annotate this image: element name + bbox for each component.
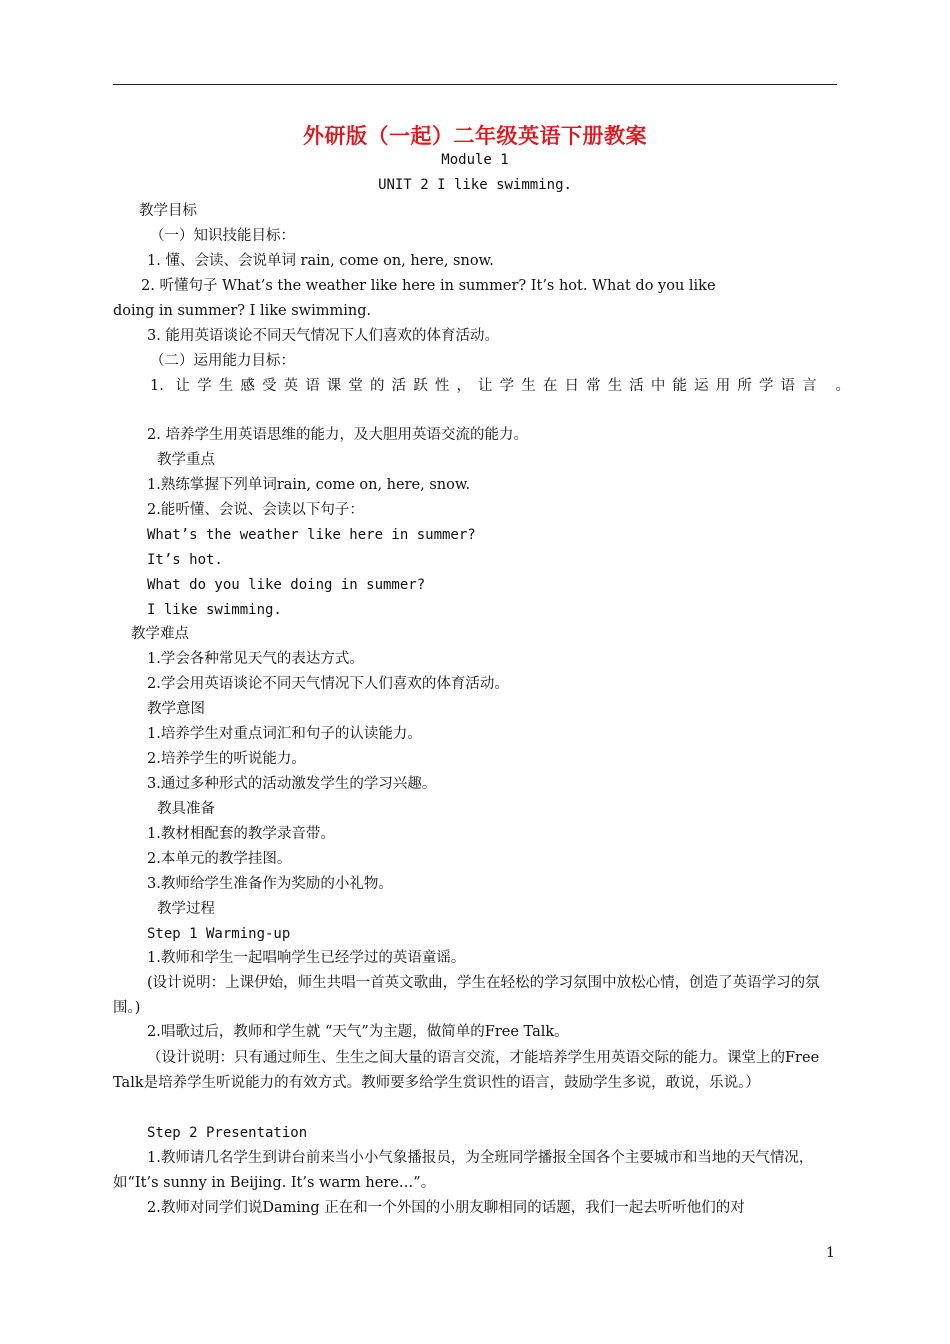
design-note-2: （设计说明：只有通过师生、生生之间大量的语言交流，才能培养学生用英语交际的能力。课堂上的Free Talk是培养学生听说能力的有效方式。教师要多给学生赏识性的语言，鼓励学生多说，敢说，乐说。）: [113, 1050, 820, 1091]
step-1-heading: Step 1 Warming-up: [147, 926, 291, 942]
process-heading: 教学过程: [157, 901, 215, 917]
key-points-heading: 教学重点: [157, 452, 215, 468]
intent-heading: 教学意图: [147, 701, 205, 717]
difficulty-item-1: 1.学会各种常见天气的表达方式。: [147, 651, 364, 667]
ability-heading: （二）运用能力目标：: [150, 353, 295, 369]
knowledge-heading: （一）知识技能目标：: [150, 228, 295, 244]
key-point-1: 1.熟练掌握下列单词rain, come on, here, snow.: [147, 477, 471, 493]
step-2-item-2: 2.教师对同学们说Daming 正在和一个外国的小朋友聊相同的话题，我们一起去听听他们的对: [147, 1200, 745, 1216]
step-1-item-1: 1.教师和学生一起唱响学生已经学过的英语童谣。: [147, 950, 466, 966]
difficulty-item-2: 2.学会用英语谈论不同天气情况下人们喜欢的体育活动。: [147, 676, 509, 692]
knowledge-item-2-cont: doing in summer? I like swimming.: [113, 303, 372, 319]
page-number: 1: [826, 1245, 835, 1261]
difficulty-heading: 教学难点: [131, 626, 189, 642]
design-note-1: (设计说明：上课伊始，师生共唱一首英文歌曲，学生在轻松的学习氛围中放松心情，创造了英语学习的氛围。): [113, 975, 820, 1016]
intent-item-3: 3.通过多种形式的活动激发学生的学习兴趣。: [147, 776, 437, 792]
document-title: 外研版（一起）二年级英语下册教案: [303, 124, 647, 148]
sentence-4: I like swimming.: [147, 602, 282, 618]
header-rule: [113, 84, 837, 85]
materials-item-1: 1.教材相配套的教学录音带。: [147, 826, 335, 842]
goals-heading: 教学目标: [139, 203, 197, 219]
materials-item-2: 2.本单元的教学挂图。: [147, 851, 292, 867]
unit-label: UNIT 2 I like swimming.: [378, 177, 572, 193]
module-label: Module 1: [441, 152, 509, 168]
sentence-2: It’s hot.: [147, 552, 223, 568]
materials-item-3: 3.教师给学生准备作为奖励的小礼物。: [147, 876, 393, 892]
step-2-item-1: 1.教师请几名学生到讲台前来当小小气象播报员，为全班同学播报全国各个主要城市和当地的天气情况，如“It’s sunny in Beijing. It’s warm here…”。: [113, 1150, 814, 1191]
intent-item-1: 1.培养学生对重点词汇和句子的认读能力。: [147, 726, 422, 742]
step-2-heading: Step 2 Presentation: [147, 1125, 308, 1141]
step-1-item-2: 2.唱歌过后，教师和学生就 “天气”为主题，做简单的Free Talk。: [147, 1024, 569, 1040]
knowledge-item-1: 1. 懂、会读、会说单词 rain, come on, here, snow.: [147, 253, 494, 269]
ability-item-2: 2. 培养学生用英语思维的能力，及大胆用英语交流的能力。: [147, 427, 528, 443]
sentence-1: What’s the weather like here in summer?: [147, 527, 476, 543]
key-point-2: 2.能听懂、会说、会读以下句子：: [147, 502, 364, 518]
knowledge-item-3: 3. 能用英语谈论不同天气情况下人们喜欢的体育活动。: [147, 328, 499, 344]
knowledge-item-2: 2. 听懂句子 What’s the weather like here in summer? It’s hot. What do you like: [141, 278, 716, 294]
materials-heading: 教具准备: [157, 801, 215, 817]
intent-item-2: 2.培养学生的听说能力。: [147, 751, 306, 767]
sentence-3: What do you like doing in summer?: [147, 577, 426, 593]
ability-item-1: 1. 让学生感受英语课堂的活跃性，让学生在日常生活中能运用所学语言 。: [150, 378, 850, 394]
